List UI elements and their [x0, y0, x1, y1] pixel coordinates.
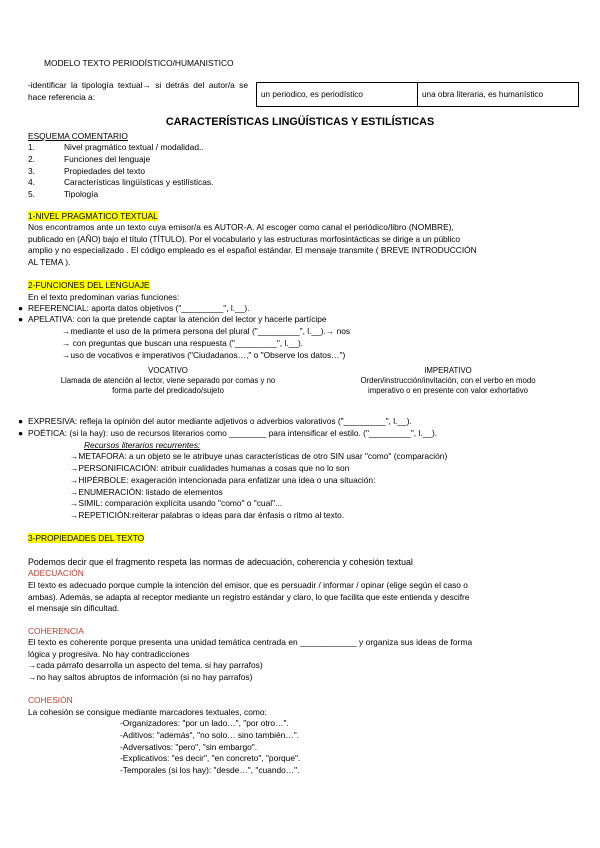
identify-instruction: -identificar la tipología textual→ si detrás del autor/a se hace referencia a:	[28, 80, 248, 102]
cohesion-intro: La cohesión se consigue mediante marcadores textuales, como:	[28, 707, 267, 717]
recurso-item: →REPETICIÓN:reiterar palabras o ideas para dar énfasis o ritmo al texto.	[70, 510, 345, 520]
adecuacion-line: el mensaje sin dificultad.	[28, 603, 120, 613]
section1-line: publicado en (AÑO) bajo el título (TÍTULO). Por el vocabulario y las estructuras morfosintácticas se dirige a un público	[28, 234, 461, 244]
coherencia-line: →cada párrafo desarrolla un aspecto del tema. si hay parrafos)	[28, 660, 263, 670]
cohesion-item: -Temporales (si los hay): "desde…", "cuando…".	[120, 765, 300, 775]
recursos-title: Recursos literarios recurrentes:	[84, 440, 201, 450]
section2-intro: En el texto predominan varias funciones:	[28, 292, 180, 302]
bullet-icon: ●	[18, 314, 24, 324]
bullet-icon: ●	[18, 428, 24, 438]
section1-line: Nos encontramos ante un texto cuya emisor/a es AUTOR-A. Al escoger como canal el periódico/libro (NOMBRE),	[28, 222, 454, 232]
main-title: CARACTERÍSTICAS LINGÜÍSTICAS Y ESTILÍSTICAS	[165, 116, 435, 128]
section1-line: amplio y no especializado . El código empleado es el español estándar. El mensaje transmite ( BREVE INTRODUCCIÓN	[28, 245, 477, 255]
vocativo-box	[28, 366, 308, 396]
cohesion-item: -Adversativos: "pero", "sin embargo".	[120, 742, 258, 752]
vocativo-line: forma parte del predicado/sujeto	[112, 386, 224, 395]
schema-title: ESQUEMA COMENTARIO	[28, 131, 128, 141]
apelativa-sub: →mediante el uso de la primera persona del plural ("_________", l.__).→ nos	[62, 326, 351, 336]
section3-intro: Podemos decir que el fragmento respeta las normas de adecuación, coherencia y cohesión textual	[28, 557, 413, 567]
cohesion-item: -Aditivos: "además", "no solo… sino también…".	[120, 730, 300, 740]
imperativo-title: IMPERATIVO	[424, 366, 472, 375]
vocativo-line: Llamada de atención al lector, viene separado por comas y no	[60, 376, 276, 385]
cohesion-title: COHESIÓN	[28, 695, 73, 705]
apelativa-sub: → con preguntas que buscan una respuesta ("_________", l.__).	[62, 338, 304, 348]
document-header: MODELO TEXTO PERIODÍSTICO/HUMANISTICO	[44, 58, 234, 68]
adecuacion-title: ADECUACIÓN	[28, 568, 84, 578]
imperativo-line: imperativo o en presente con valor exhortativo	[368, 386, 528, 395]
document-page: MODELO TEXTO PERIODÍSTICO/HUMANISTICO -identificar la tipología textual→ si detrás del autor/a se hace referencia a: un periodico, es periodístico una obra literaria, es humanístico CARACTERÍSTICAS LINGÜÍSTICAS Y ESTILÍSTICAS ESQUEMA COMENTARIO 1. Nivel pragmático textual / modalidad.. 2. Funciones del lenguaje 3. Propiedades del texto 4. Características lingüísticas y estilísticas. 5. Tipología 1-NIVEL PRAGMÁTICO TEXTUAL Nos encontramos ante un texto cuya emisor/a es AUTOR-A. Al escoger como canal el periódico/libro (NOMBRE), publicado en (AÑO) bajo el título (TÍTULO). Por el vocabulario y las estructuras morfosintácticas se dirige a un público amplio y no especializado . El código empleado es el español estándar. El mensaje transmite ( BREVE INTRODUCCIÓN AL TEMA ). 2-FUNCIONES DEL LENGUAJE En el texto predominan varias funciones: ● REFERENCIAL: aporta datos objetivos ("_________", l.__). ● APELATIVA: con la que pretende captar la atención del lector y hacerle partícipe →mediante el uso de la primera persona del plural ("_________", l.__).→ nos → con preguntas que buscan una respuesta ("_________", l.__). →uso de vocativos e imperativos ("Ciudadanos…," o "Observe los datos…") VOCATIVO Llamada de atención al lector, viene separado por comas y no forma parte del predicado/sujeto IMPERATIVO Orden/instrucción/invitación, con el verbo en modo imperativo o en presente con valor exhortativo ● EXPRESIVA: refleja la opinión del autor mediante adjetivos o adverbios valorativos ("_________", l.__). ● POÉTICA: (si la hay): uso de recursos literarios como ________ para intensificar el estilo. ("_________", l.__). Recursos literarios recurrentes: →METAFORA: a un objeto se le atribuye unas características de otro SIN usar "como" (comparación) →PERSONIFICACIÓN: atribuir cualidades humanas a cosas que no lo son →HIPÉRBOLE: exageración intencionada para enfatizar una idea o una situación: →ENUMERACIÓN: listado de elementos →SIMIL: comparación explícita usando "como" o "cual"... →REPETICIÓN:reiterar palabras o ideas para dar énfasis o ritmo al texto. 3-PROPIEDADES DEL TEXTO Podemos decir que el fragmento respeta las normas de adecuación, coherencia y cohesión textual ADECUACIÓN El texto es adecuado porque cumple la intención del emisor, que es persuadir / informar / opinar (elige según el caso o ambas). Además, se adapta al receptor mediante un registro estándar y claro, lo que facilita que este entienda y descifre el mensaje sin dificultad. COHERENCIA El texto es coherente porque presenta una unidad temática centrada en ____________ y organiza sus ideas de forma lógica y progresiva. No hay contradicciones →cada párrafo desarrolla un aspecto del tema. si hay parrafos) →no hay saltos abruptos de información (si no hay parrafos) COHESIÓN La cohesión se consigue mediante marcadores textuales, como: -Organizadores: "por un lado…", "por otro…". -Aditivos: "además", "no solo… sino también…". -Adversativos: "pero", "sin embargo". -Explicativos: "es decir", "en concreto", "porque". -Temporales (si los hay): "desde…", "cuando…".	[0, 0, 600, 848]
bullet-icon: ●	[18, 416, 24, 426]
adecuacion-line: ambas). Además, se adapta al receptor mediante un registro estándar y claro, lo que facilita que este entienda y descifre	[28, 592, 470, 602]
vocativo-title: VOCATIVO	[148, 366, 188, 375]
coherencia-title: COHERENCIA	[28, 626, 84, 636]
section2-heading: 2-FUNCIONES DEL LENGUAJE	[28, 280, 150, 290]
section1-line: AL TEMA ).	[28, 257, 71, 267]
coherencia-line: →no hay saltos abruptos de información (si no hay parrafos)	[28, 672, 253, 682]
imperativo-box	[318, 366, 578, 396]
option-periodistico: un periodico, es periodístico	[257, 83, 418, 107]
tipology-table	[256, 82, 579, 107]
section1-heading: 1-NIVEL PRAGMÁTICO TEXTUAL	[28, 211, 158, 221]
adecuacion-line: El texto es adecuado porque cumple la intención del emisor, que es persuadir / informar / opinar (elige según el caso o	[28, 580, 468, 590]
coherencia-line: lógica y progresiva. No hay contradicciones	[28, 649, 190, 659]
option-humanistico: una obra literaria, es humanístico	[418, 83, 579, 107]
recurso-item: →METAFORA: a un objeto se le atribuye unas características de otro SIN usar "como" (comparación)	[70, 451, 448, 461]
coherencia-line: El texto es coherente porque presenta una unidad temática centrada en ____________ y organiza sus ideas de forma	[28, 637, 473, 647]
recurso-item: →SIMIL: comparación explícita usando "como" o "cual"...	[70, 498, 283, 508]
bullet-icon: ●	[18, 303, 24, 313]
cohesion-item: -Explicativos: "es decir", "en concreto", "porque".	[120, 753, 301, 763]
cohesion-item: -Organizadores: "por un lado…", "por otro…".	[120, 718, 289, 728]
recurso-item: →ENUMERACIÓN: listado de elementos	[70, 487, 223, 497]
imperativo-line: Orden/instrucción/invitación, con el verbo en modo	[360, 376, 536, 385]
apelativa-sub: →uso de vocativos e imperativos ("Ciudadanos…," o "Observe los datos…")	[62, 350, 346, 360]
recurso-item: →PERSONIFICACIÓN: atribuir cualidades humanas a cosas que no lo son	[70, 463, 350, 473]
recurso-item: →HIPÉRBOLE: exageración intencionada para enfatizar una idea o una situación:	[70, 475, 376, 485]
section3-heading: 3-PROPIEDADES DEL TEXTO	[28, 533, 145, 543]
